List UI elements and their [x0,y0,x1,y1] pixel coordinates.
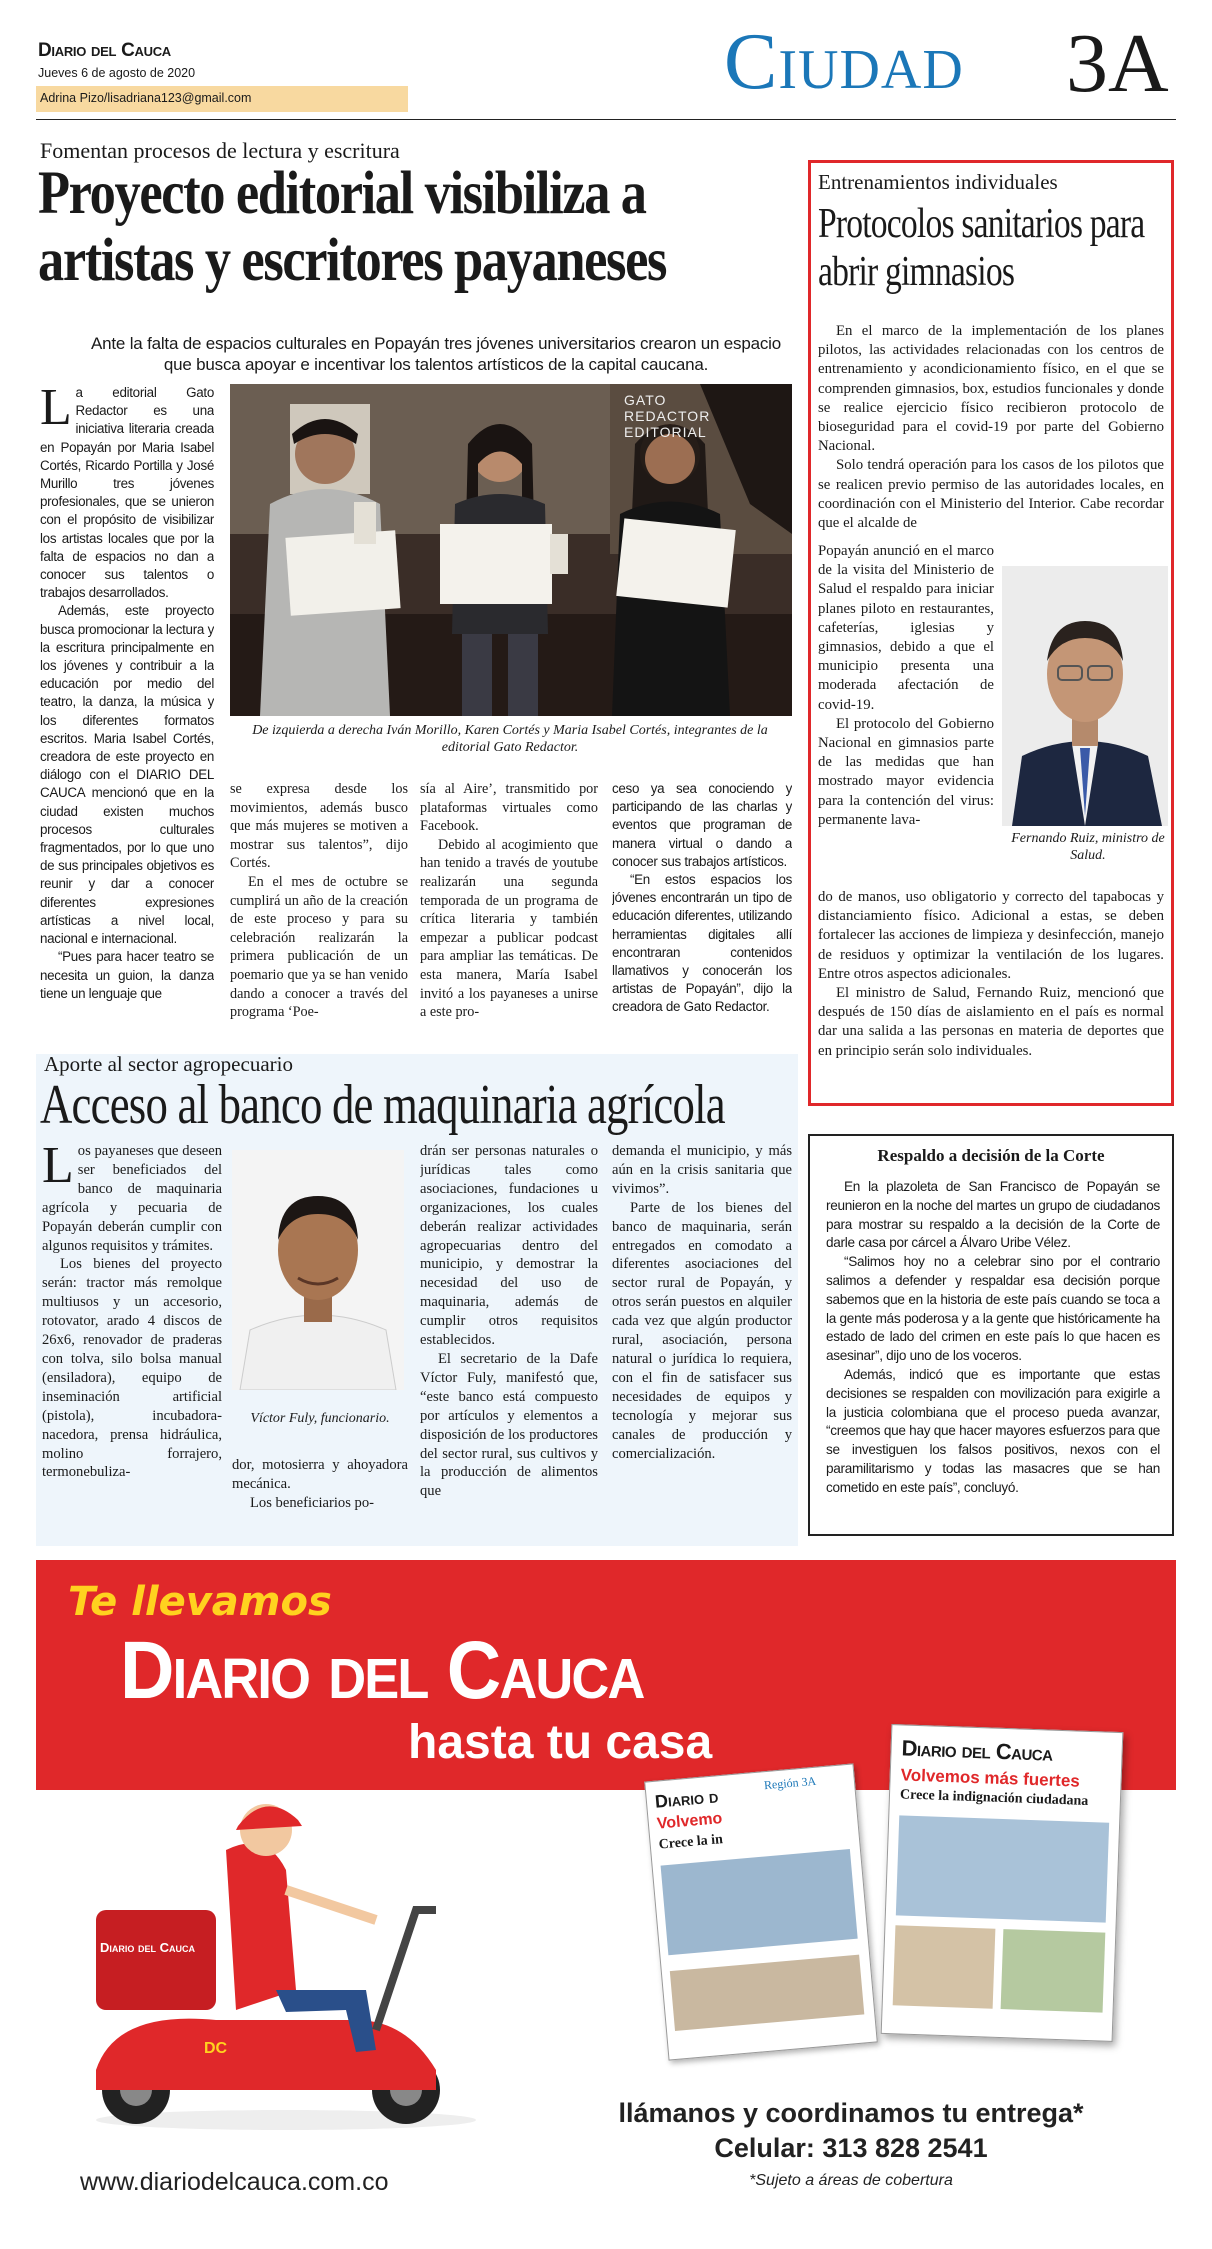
gyms-paragraph-2b: Popayán anunció en el marco de la visita del Ministerio de Salud el respaldo para iniciar planes piloto en restaurantes, cafeterías, iglesias y gimnasios, debido a que el municipio presenta una moderada afectación de covid-19. [818,543,994,713]
dropcap: L [40,384,72,436]
mockup-back-section: Región 3A [763,1773,817,1793]
advert-brand: Diario del Cauca [120,1625,644,1716]
machinery-paragraph-6: El secretario de la Dafe Víctor Fuly, manifestó que, “este banco está compuesto por artículos y elementos a disposición de los productores del sector rural, sus cultivos y la producción de alimentos que [420,1350,598,1500]
machinery-column-1 [42,1142,222,1532]
minister-portrait [1002,566,1168,826]
advert [36,1560,1176,2210]
editorial-photo-caption: De izquierda a derecha Iván Morillo, Karen Cortés y Maria Isabel Cortés, integrantes de la editorial Gato Redactor. [252,723,768,755]
masthead-date: Jueves 6 de agosto de 2020 [38,66,196,80]
gyms-headline: Protocolos sanitarios para abrir gimnasios [818,201,1145,295]
gyms-kicker: Entrenamientos individuales [818,170,1058,194]
court-paragraph-2: “Salimos hoy no a celebrar sino por el contrario salimos a defender y respaldar esa decisión porque sabemos que en la historia de este país cuando se toca a la gente más poderosa y a la gente que históricamente ha estado de lado del crimen en este país lo que hacen es asesinar”, dijo uno de los voceros. [826,1254,1160,1364]
editorial-photo [230,384,792,716]
editorial-column-3 [420,780,598,1070]
scooter-label: DC [204,2040,228,2057]
court-paragraph-3: Además, indicó que es importante que estas decisiones se respalden con movilización para exigirle a la justicia colombiana que el proceso pueda avanzar, “creemos que hay que hacer mayores esfuerzos para que se investiguen los falsos positivos, nexos con el paramilitarismo y todas las masacres que se han cometido en este país”, concluyó. [826,1366,1160,1495]
advert-url[interactable]: www.diariodelcauca.com.co [80,2168,389,2196]
machinery-paragraph-3: dor, motosierra y ahoyadora mecánica. [232,1457,408,1492]
machinery-headline: Acceso al banco de maquinaria agrícola [40,1074,725,1136]
editorial-paragraph-3: “Pues para hacer teatro se necesita un guion, la danza tiene un lenguaje que [40,949,214,1001]
editorial-kicker: Fomentan procesos de lectura y escritura [40,138,400,163]
court-paragraph-1: En la plazoleta de San Francisco de Popayán se reunieron en la noche del martes un grupo de ciudadanos para mostrar su respaldo a la decisión de la Corte de darle casa por cárcel a Álvaro Uribe Vélez. [826,1179,1160,1251]
advert-note: *Sujeto a áreas de cobertura [749,2172,953,2189]
machinery-paragraph-4: Los beneficiarios po- [250,1494,375,1511]
court-body [826,1178,1160,1498]
scooter-illustration [76,1790,496,2140]
mockup-front-masthead: Diario del Cauca [901,1735,1053,1766]
court-headline: Respaldo a decisión de la Corte [877,1146,1105,1165]
editorial-paragraph-5: En el mes de octubre se cumplirá un año de la creación de este proceso y para su celebración realizarán la primera publicación de un poemario que ya se han venido dando a conocer a través del programa ‘Poe- [230,873,408,1021]
machinery-column-2 [232,1456,408,1536]
editorial-paragraph-6: sía al Aire’, transmitido por plataformas virtuales como Facebook. [420,781,598,835]
editorial-paragraph-4: se expresa desde los movimientos, además busco que más mujeres se motiven a mostrar sus talentos”, dijo Cortés. [230,781,408,872]
editorial-column-4 [612,780,792,1070]
gyms-body-bottom [818,888,1164,1061]
masthead-brand: Diario del Cauca [38,40,171,61]
gyms-body-left [818,542,994,888]
fuly-photo [232,1150,404,1390]
machinery-column-3 [420,1142,598,1536]
machinery-paragraph-8: Parte de los bienes del banco de maquinaria, serán entregados en comodato a diferentes asociaciones del sector rural de Popayán, y otros serán puestos en alquiler cada vez que algún productor rural, asociación, persona natural o jurídica lo requiera, con el fin de satisfacer sus necesidades de equipos y tecnología y mejorar sus canales de producción y comercialización. [612,1199,792,1462]
machinery-column-4 [612,1142,792,1536]
editorial-paragraph-2: Además, este proyecto busca promocionar la lectura y la escritura principalmente en los jóvenes y contribuir a la educación por medio del teatro, la danza, la música y los diferentes formatos escritos. Maria Isabel Cortés, creadora de este proyecto en diálogo con el DIARIO DEL CAUCA mencionó que en la ciudad existen muchos procesos culturales fragmentados, por lo que uno de sus principales objetivos es reunir y dar a conocer diferentes expresiones artísticas a nivel local, nacional e internacional. [40,603,214,947]
editorial-paragraph-8: ceso ya sea conociendo y participando de las charlas y eventos que programan de manera virtual o dando a conocer sus trabajos artísticos. [612,781,792,869]
advert-tagline: Te llevamos [68,1579,332,1625]
editorial-column-2 [230,780,408,1070]
page-number [1066,17,1169,110]
machinery-kicker: Aporte al sector agropecuario [44,1052,293,1076]
mockup-back-headline-1: Volvemo [656,1810,723,1833]
advert-phone: Celular: 313 828 2541 [714,2133,988,2163]
photo-sign: GATO REDACTOR EDITORIAL [624,392,711,440]
advert-subline: hasta tu casa [408,1716,713,1769]
editorial-paragraph-1: La editorial Gato Redactor es una iniciativa literaria creada en Popayán por Maria Isabel Cortés, Ricardo Portilla y José Murillo tres jóvenes profesionales, que se unieron con el propósito de visibilizar los artistas locales que por la falta de espacios no dan a conocer sus talentos o trabajos desarrollados. [40,384,214,601]
gyms-body-top [818,322,1164,533]
author-email: Adrina Pizo/lisadriana123@gmail.com [40,91,252,105]
fuly-caption: Víctor Fuly, funcionario. [250,1411,390,1426]
gyms-paragraph-3a: El protocolo del Gobierno Nacional en gimnasios parte de las medidas que han mostrado mayor evidencia para la contención del virus: permanente lava- [818,715,994,828]
mockup-front-headline-2: Crece la indignación ciudadana [899,1787,1089,1809]
page-number-text: 3A [1066,17,1169,110]
mockup-back-masthead: Diario d [654,1786,720,1812]
masthead-rule [36,119,1176,120]
machinery-paragraph-2: Los bienes del proyecto serán: tractor más remolque multiusos y un accesorio, rotovator, arado 4 discos de 26x6, renovador de praderas con tolva, silo bolsa manual (ensiladora), equipo de inseminación artificial (pistola), incubadora- nacedora, prensa hidráulica, molino forrajero, termonebuliza- [42,1256,222,1481]
editorial-paragraph-9: “En estos espacios los jóvenes encontrarán un tipo de educación diferentes, utilizando herramientas digitales allí encontraran contenidos llamativos y conocerán los artistas de Popayán”, dijo la creadora de Gato Redactor. [612,872,792,1015]
gyms-paragraph-3b: do de manos, uso obligatorio y correcto del tapabocas y distanciamiento físico. Adicional a estas, se deben fortalecer las acciones de limpieza y desinfección, manejo de residuos y optimizar la ventilación de los lugares. Entre otros aspectos adicionales. [818,889,1164,982]
editorial-lead: Ante la falta de espacios culturales en Popayán tres jóvenes universitarios crearon un espacio que busca apoyar e incentivar los talentos artísticos de la capital caucana. [91,334,781,374]
section-title: Ciudad [724,18,964,106]
minister-photo [1002,566,1168,826]
machinery-paragraph-1: Los payaneses que deseen ser beneficiados del banco de maquinaria agrícola y pecuaria de Popayán deberán cumplir con algunos requisitos y trámites. [42,1142,222,1254]
fuly-portrait [232,1150,404,1390]
author-email-badge [36,86,408,112]
editorial-headline: Proyecto editorial visibiliza a artistas y escritores payaneses [38,160,667,294]
newspaper-mockup-front [881,1724,1124,2042]
editorial-paragraph-7: Debido al acogimiento que han tenido a través de youtube realizarán una segunda temporada de un programa de crítica literaria y también empezar a publicar podcast para ampliar las temáticas. De esta manera, María Isabel invitó a los payaneses a unirse a este pro- [420,836,598,1021]
mockup-front-headline-1: Volvemos más fuertes [900,1765,1081,1791]
minister-caption: Fernando Ruiz, ministro de Salud. [1011,831,1165,863]
scooter-box-label: Diario del Cauca [100,1940,195,1955]
machinery-paragraph-5: drán ser personas naturales o jurídicas tales como asociaciones, fundaciones u organizaciones, los cuales deberán realizar actividades agropecuarias dentro del municipio, y demostrar la necesidad del uso de maquinaria, además de cumplir otros requisitos establecidos. [420,1143,598,1349]
dropcap: L [42,1142,74,1194]
gyms-paragraph-2: Solo tendrá operación para los casos de los pilotos que se realicen previo permiso de las autoridades locales, en coordinación con el Ministerio del Interior. Cabe recordar que el alcalde de [818,457,1164,532]
gyms-paragraph-4: El ministro de Salud, Fernando Ruiz, mencionó que después de 150 días de aislamiento en el país es normal dar una salida a las personas en materia de deportes que en principio serán solo individuales. [818,985,1164,1059]
mockup-back-headline-2: Crece la in [658,1832,724,1853]
editorial-column-1 [40,384,214,1066]
machinery-paragraph-7: demanda el municipio, y más aún en la crisis sanitaria que vivimos”. [612,1143,792,1197]
newspaper-mockup-back [644,1763,878,2060]
advert-call: llámanos y coordinamos tu entrega* [618,2098,1084,2128]
gyms-paragraph-1: En el marco de la implementación de los planes pilotos, las actividades relacionadas con los centros de entrenamiento y acondicionamiento físico, en el que se comprenden gimnasios, box, estudios funcionales y donde se realice ejercicio físico recibieron protocolo de bioseguridad para el covid-19 por parte del Gobierno Nacional. [818,323,1164,455]
